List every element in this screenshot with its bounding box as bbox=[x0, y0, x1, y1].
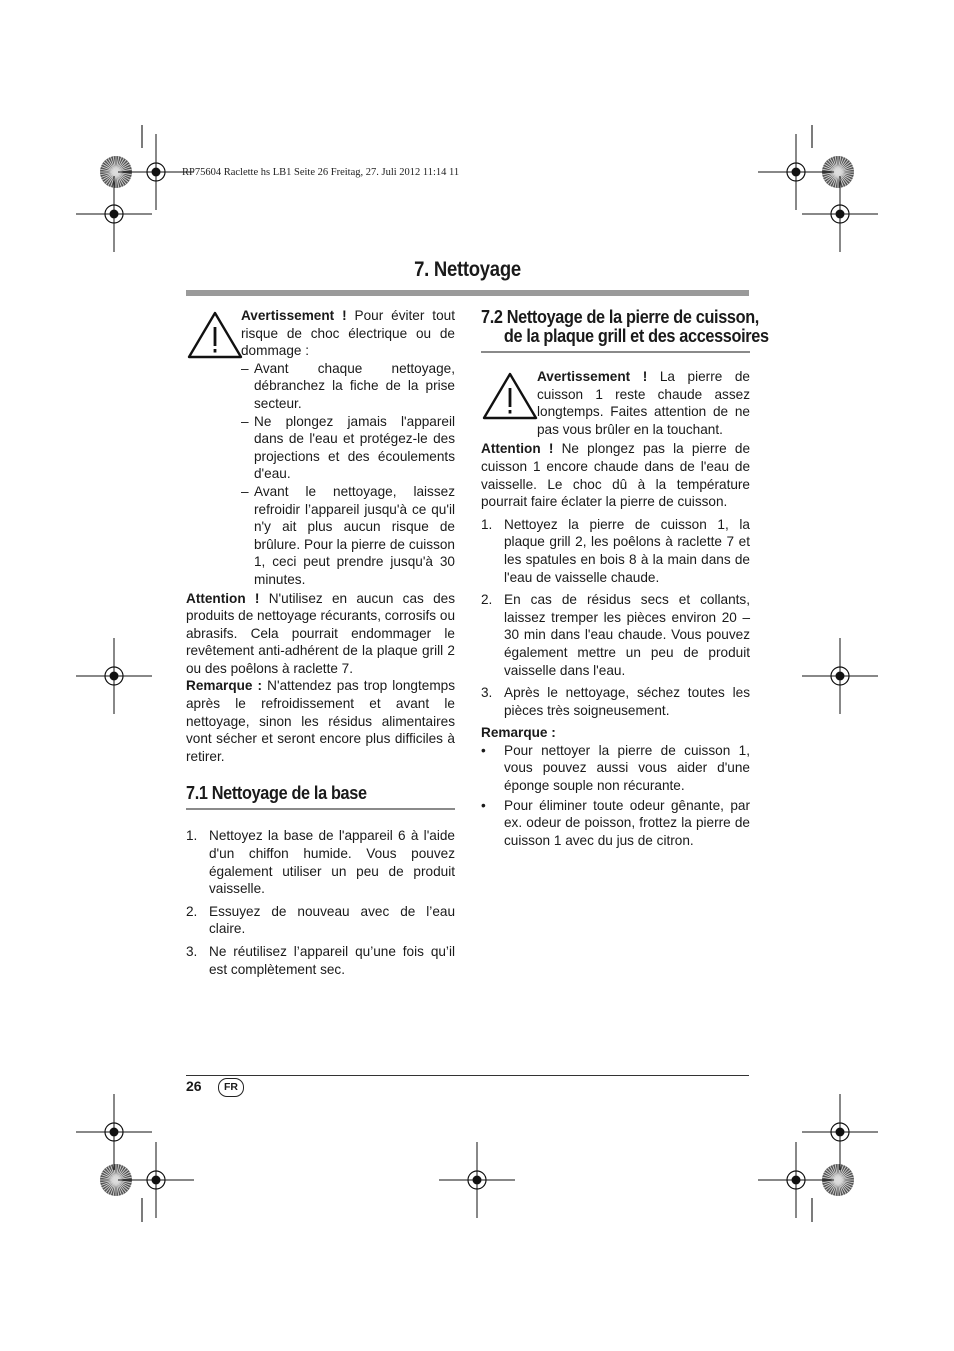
print-info: RP75604 Raclette hs LB1 Seite 26 Freitag, 27. Juli 2012 11:14 11 bbox=[182, 167, 460, 178]
left-attention-paragraph: Attention ! N'utilisez en aucun cas des produits de nettoyage récurants, corrosifs ou abrasifs. Cela pourrait endommager le revêtement anti-adhérent de la plaque grill 2 ou des poêlons à raclette 7. bbox=[186, 590, 456, 676]
left-warning-item: – Ne plongez jamais l'appareil dans de l'eau et protégez-le des projections et des écoulements d'eau. bbox=[241, 413, 455, 482]
section-7-2-rule bbox=[481, 351, 750, 353]
left-remarque-paragraph: Remarque : N'attendez pas trop longtemps après le refroidissement et avant le nettoyage, sinon les résidus alimentaires vont sécher et seront encore plus difficiles à retirer. bbox=[186, 678, 455, 764]
section-7-1-rule bbox=[186, 808, 455, 810]
list-item: 1. Nettoyez la base de l'appareil 6 à l'aide d'un chiffon humide. Vous pouvez également utiliser un peu de produit vaisselle. bbox=[186, 828, 455, 897]
right-warning-text: Avertissement ! La pierre de cuisson 1 reste chaude assez longtemps. Faites attention de ne pas vous brûler en la touchant. bbox=[537, 369, 750, 437]
page-number: 26 bbox=[186, 1078, 202, 1094]
right-attention-paragraph: Attention ! Ne plongez pas la pierre de cuisson 1 encore chaude dans de l'eau de vaisselle. Le choc dû à la température pourrait faire éclater la pierre de cuisson. bbox=[481, 441, 751, 510]
bullet-item: • Pour éliminer toute odeur gênante, par ex. odeur de poisson, frottez la pierre de cuisson 1 avec du jus de citron. bbox=[481, 797, 750, 848]
left-column bbox=[186, 307, 455, 983]
left-warning-item: – Avant le nettoyage, laissez refroidir l’appareil jusqu'à ce qu'il n'y ait plus aucun risque de brûlure. Pour la pierre de cuisson 1, ceci peut prendre jusqu'à 30 minutes. bbox=[241, 483, 455, 587]
section-7-1-heading: 7.1 Nettoyage de la base bbox=[186, 782, 367, 804]
section-7-2-heading-line2: de la plaque grill et des accessoires bbox=[503, 325, 769, 346]
title-bar bbox=[186, 290, 749, 296]
left-warning-text: Avertissement ! Pour éviter tout risque de choc électrique ou de dommage : bbox=[241, 308, 455, 359]
left-warning-label: Avertissement ! bbox=[241, 308, 347, 323]
footer-rule bbox=[186, 1075, 749, 1076]
right-column bbox=[481, 306, 769, 854]
warning-triangle-icon bbox=[186, 310, 244, 360]
list-item: 2. En cas de résidus secs et collants, laissez tremper les pièces environ 20 – 30 min dans l'eau chaude. Vous pouvez également mettre un peu de produit vaisselle dans l'eau. bbox=[481, 592, 750, 678]
list-item: 3. Après le nettoyage, séchez toutes les pièces très soigneusement. bbox=[481, 685, 750, 718]
list-item: 2. Essuyez de nouveau avec de l’eau claire. bbox=[186, 903, 455, 937]
page-title: 7. Nettoyage bbox=[414, 258, 521, 281]
language-badge: FR bbox=[218, 1078, 244, 1097]
left-warning-item: – Avant chaque nettoyage, débranchez la fiche de la prise secteur. bbox=[241, 360, 455, 411]
list-item: 1. Nettoyez la pierre de cuisson 1, la plaque grill 2, les poêlons à raclette 7 et les spatules en bois 8 à la main dans de l'eau de vaisselle chaude. bbox=[481, 516, 750, 585]
right-remarque-label: Remarque : bbox=[481, 725, 556, 741]
bullet-item: • Pour nettoyer la pierre de cuisson 1, vous pouvez aussi vous aider d'une éponge souple non récurante. bbox=[481, 742, 750, 794]
list-item: 3. Ne réutilisez l’appareil qu’une fois qu’il est complètement sec. bbox=[186, 944, 455, 977]
warning-triangle-icon bbox=[481, 371, 539, 421]
section-7-2-heading-line1: 7.2 Nettoyage de la pierre de cuisson, bbox=[481, 306, 759, 327]
